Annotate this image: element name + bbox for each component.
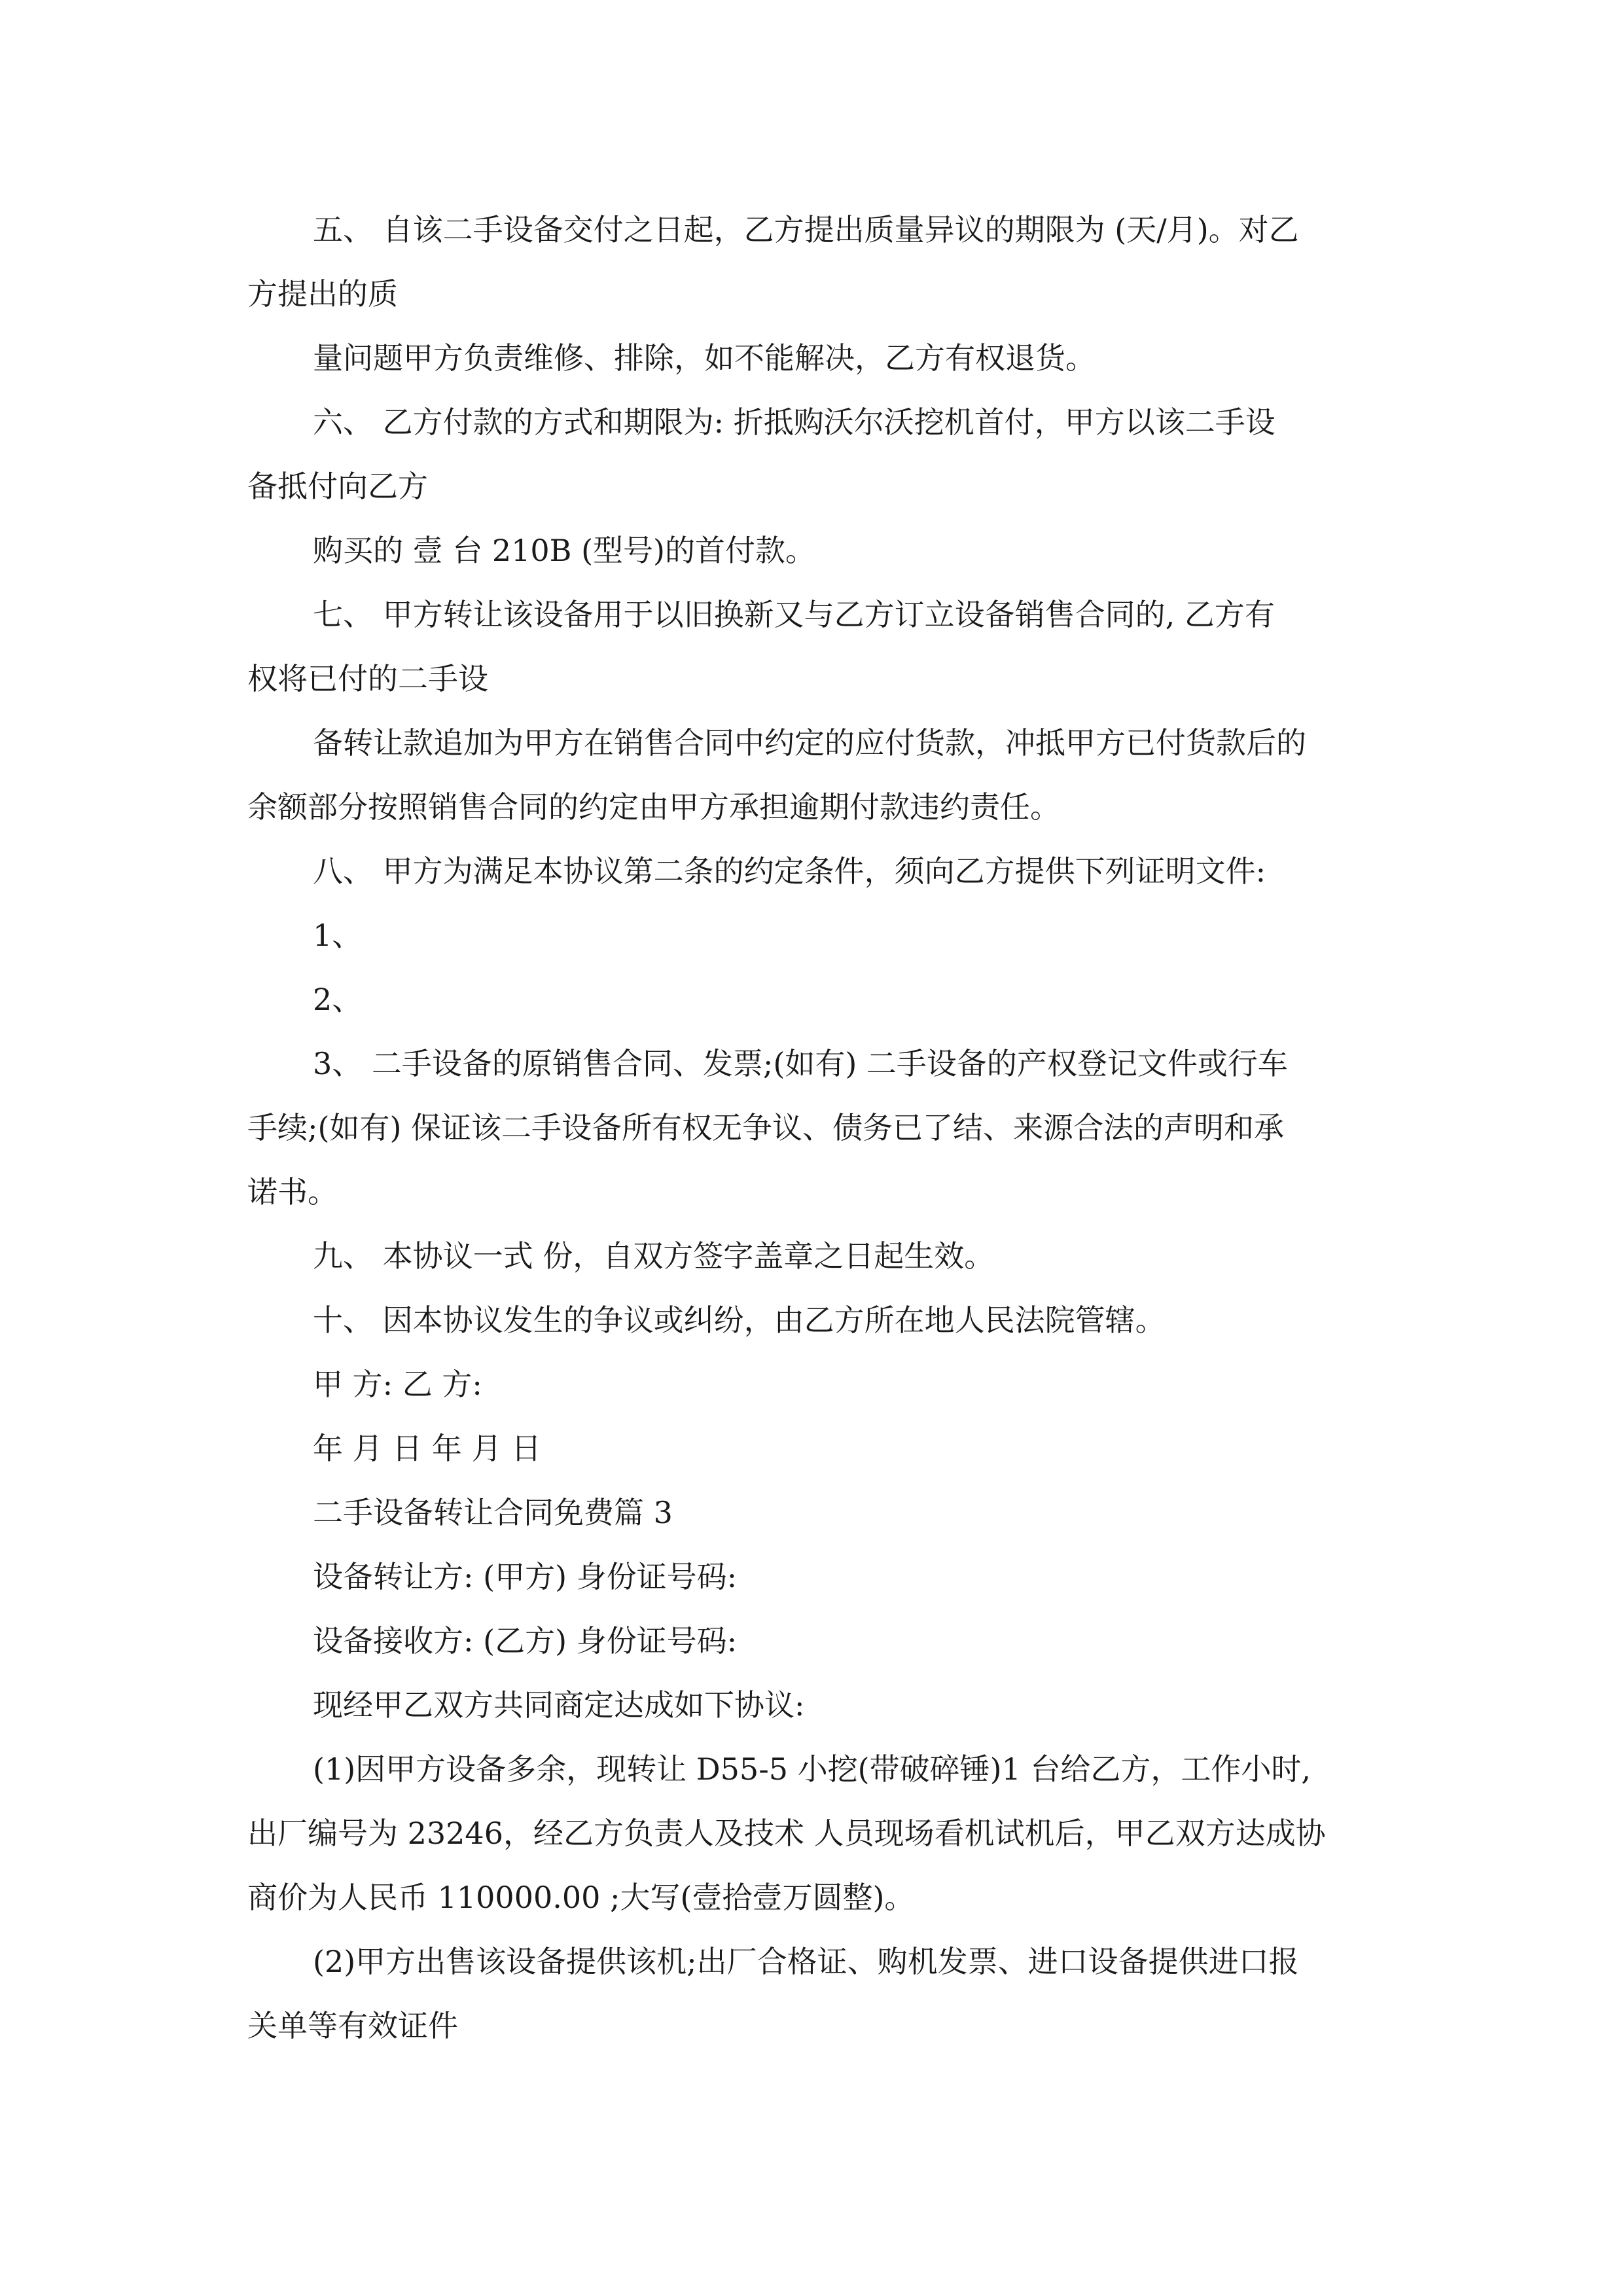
text-line: 十、 因本协议发生的争议或纠纷，由乙方所在地人民法院管辖。 [313,1302,1166,1338]
text-line: 1、 [313,918,363,953]
text-line: 设备接收方: (乙方) 身份证号码: [313,1623,738,1659]
text-line: 八、 甲方为满足本协议第二条的约定条件，须向乙方提供下列证明文件: [313,853,1266,889]
text-line: 五、 自该二手设备交付之日起，乙方提出质量异议的期限为 (天/月)。对乙 [313,212,1299,247]
text-line: (1)因甲方设备多余，现转让 D55-5 小挖(带破碎锤)1 台给乙方，工作小时, [313,1751,1311,1787]
text-line: 七、 甲方转让该设备用于以旧换新又与乙方订立设备销售合同的, 乙方有 [313,597,1275,632]
text-line: 权将已付的二手设 [247,661,488,696]
text-line: 关单等有效证件 [247,2008,458,2043]
text-line: 设备转让方: (甲方) 身份证号码: [313,1559,738,1594]
text-line: 年 月 日 年 月 日 [313,1431,542,1466]
text-line: 备抵付向乙方 [247,469,428,504]
text-line: 2、 [313,982,363,1017]
text-line: 方提出的质 [247,276,398,312]
text-line: 购买的 壹 台 210B (型号)的首付款。 [313,533,815,568]
text-line: 甲 方: 乙 方: [313,1367,482,1402]
text-line: 量问题甲方负责维修、排除，如不能解决，乙方有权退货。 [313,340,1096,376]
text-line: 手续;(如有) 保证该二手设备所有权无争议、债务已了结、来源合法的声明和承 [247,1110,1285,1145]
text-line: 诺书。 [247,1174,338,1210]
text-line: 出厂编号为 23246，经乙方负责人及技术 人员现场看机试机后，甲乙双方达成协 [247,1816,1326,1851]
text-line: 六、 乙方付款的方式和期限为: 折抵购沃尔沃挖机首付，甲方以该二手设 [313,404,1275,440]
text-line: 二手设备转让合同免费篇 3 [313,1495,673,1530]
document-body [247,198,1386,2058]
text-line: 备转让款追加为甲方在销售合同中约定的应付货款，冲抵甲方已付货款后的 [313,725,1306,761]
text-line: 九、 本协议一式 份，自双方签字盖章之日起生效。 [313,1238,995,1274]
text-line: 3、 二手设备的原销售合同、发票;(如有) 二手设备的产权登记文件或行车 [313,1046,1288,1081]
text-line: (2)甲方出售该设备提供该机;出厂合格证、购机发票、进口设备提供进口报 [313,1944,1299,1979]
text-line: 余额部分按照销售合同的约定由甲方承担逾期付款违约责任。 [247,789,1060,825]
text-line: 商价为人民币 110000.00 ;大写(壹拾壹万圆整)。 [247,1880,915,1915]
text-line: 现经甲乙双方共同商定达成如下协议: [313,1687,805,1723]
